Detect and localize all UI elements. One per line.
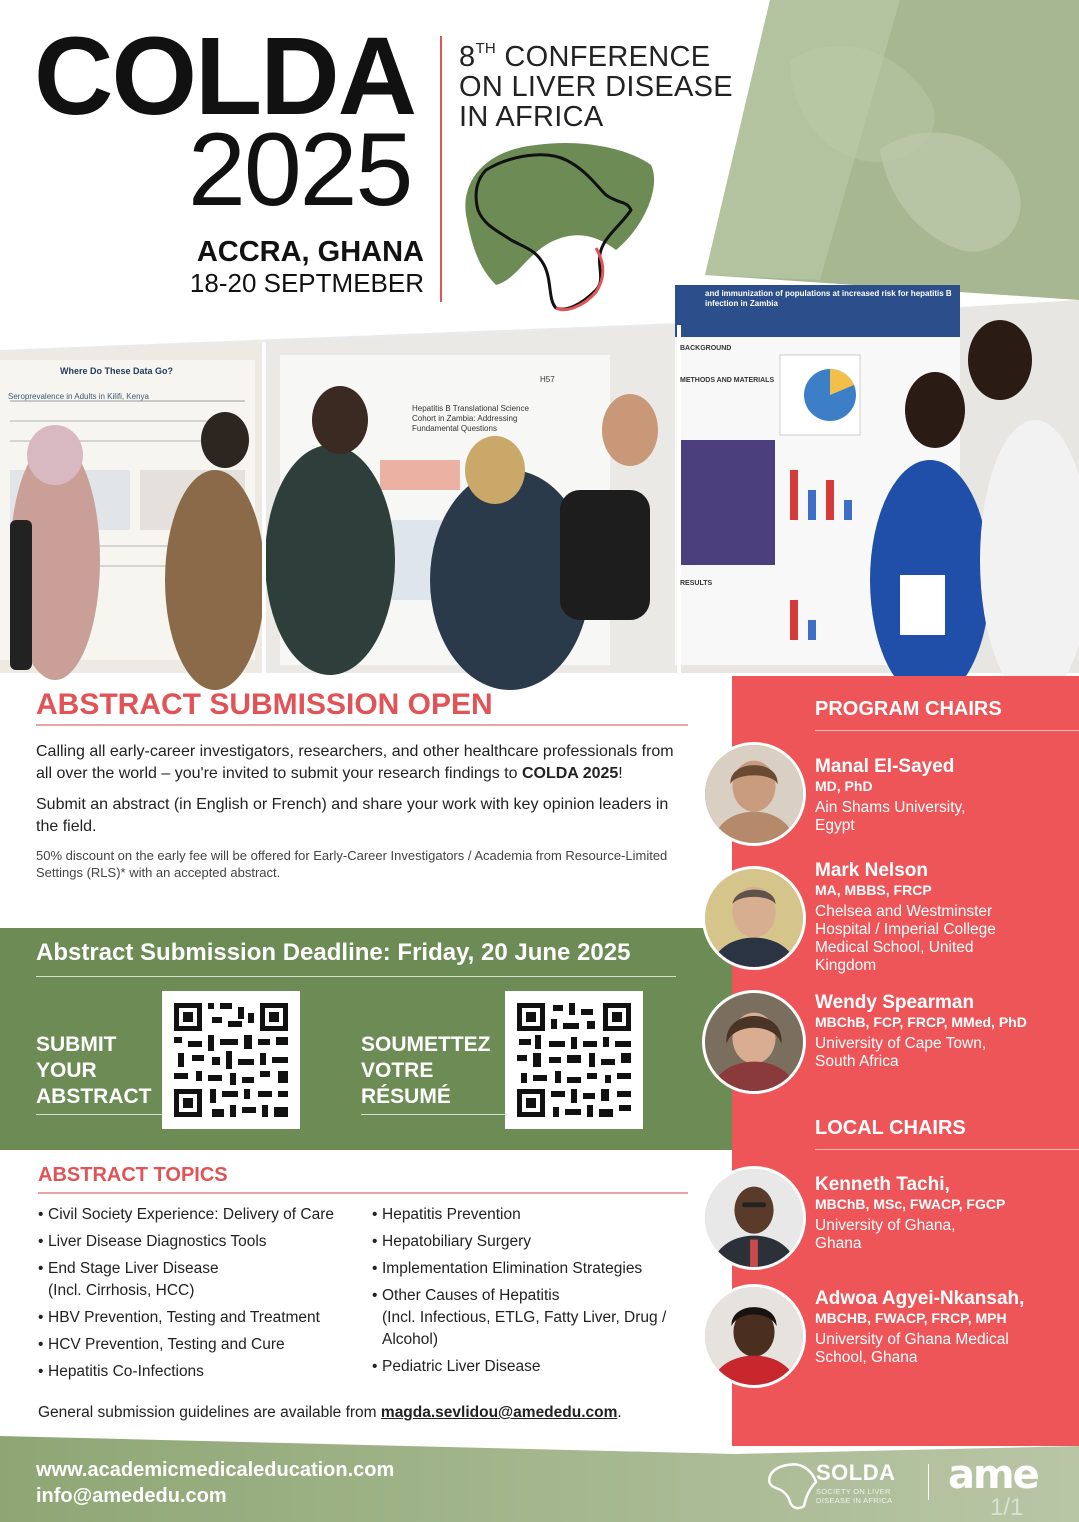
conference-ordinal: 8 (459, 41, 476, 73)
guidelines-text: General submission guidelines are available from (38, 1404, 381, 1421)
topics-title-rule (38, 1192, 688, 1194)
topic-label: End Stage Liver Disease (48, 1260, 219, 1277)
chair-name: Adwoa Agyei-Nkansah, (815, 1288, 1025, 1309)
colda-logo-word: COLDA (34, 15, 416, 138)
submit-en-rule (36, 1114, 162, 1115)
chair-affiliation: University of Ghana Medical School, Ghana (815, 1331, 1009, 1366)
conference-line3: IN AFRICA (459, 101, 604, 133)
poster3-background: BACKGROUND (680, 345, 732, 352)
chair-name: Kenneth Tachi, (815, 1174, 950, 1195)
topic-label: Implementation Elimination Strategies (382, 1260, 643, 1277)
ame-logo: ame (948, 1452, 1038, 1498)
chair-kenneth-tachi (815, 1174, 1077, 1253)
topic-label: HBV Prevention, Testing and Treatment (48, 1309, 320, 1326)
poster2-title: Hepatitis B Translational Science Cohort in Zambia: Addressing Fundamental Questions (412, 404, 529, 433)
solda-logo-subtext: SOCIETY ON LIVER DISEASE IN AFRICA (816, 1487, 893, 1505)
chair-mark-nelson (815, 860, 1077, 975)
chair-wendy-spearman (815, 992, 1077, 1071)
submit-fr-line1: SOUMETTEZ (361, 1033, 491, 1056)
topic-label: Civil Society Experience: Delivery of Care (48, 1206, 334, 1223)
poster-photo-2 (265, 325, 680, 690)
solda-logo-text: SOLDA (816, 1460, 896, 1485)
deadline-rule (36, 976, 676, 977)
topic-sub: (Incl. Infectious, ETLG, Fatty Liver, Drug / Alcohol) (382, 1309, 667, 1348)
poster1-subtitle: Seroprevalence in Adults in Kilifi, Kenya (8, 392, 149, 401)
chair-credentials: MBCHB, FWACP, FRCP, MPH (815, 1310, 1007, 1326)
topic-label: Pediatric Liver Disease (382, 1358, 541, 1375)
chair-adwoa-agyei-nkansah (815, 1288, 1077, 1367)
chair-affiliation: Ain Shams University, Egypt (815, 799, 966, 834)
local-chairs-heading: LOCAL CHAIRS (815, 1117, 966, 1139)
poster3-title: and immunization of populations at increased risk for hepatitis B infection in Zambia (705, 289, 952, 308)
deadline-text: Abstract Submission Deadline: Friday, 20 June 2025 (36, 939, 631, 966)
topic-item (372, 1285, 692, 1351)
chair-name: Mark Nelson (815, 860, 928, 881)
qr-code-english[interactable] (162, 991, 300, 1129)
guidelines-email-link[interactable]: magda.sevlidou@amededu.com (380, 1404, 618, 1421)
colda-logo-year: 2025 (188, 112, 412, 228)
submit-en-line1: SUBMIT (36, 1033, 117, 1056)
conference-line2: ON LIVER DISEASE (459, 71, 733, 103)
abstract-intro (36, 741, 676, 890)
poster3-results: RESULTS (680, 580, 713, 587)
submit-abstract-fr (361, 1032, 491, 1110)
portrait-wendy (705, 993, 803, 1091)
poster-photo-3 (675, 285, 1079, 700)
topic-item (38, 1258, 368, 1302)
event-city: ACCRA, GHANA (196, 236, 424, 268)
topics-title: ABSTRACT TOPICS (38, 1164, 228, 1186)
chair-name: Wendy Spearman (815, 992, 975, 1013)
chair-credentials: MA, MBBS, FRCP (815, 882, 932, 898)
portrait-manal (705, 745, 803, 843)
topic-item (372, 1204, 692, 1226)
program-chairs-rule (815, 730, 1079, 731)
event-dates: 18-20 SEPTMEBER (189, 268, 424, 298)
abstract-title: ABSTRACT SUBMISSION OPEN (36, 688, 493, 721)
chair-affiliation: University of Ghana, Ghana (815, 1217, 956, 1252)
avatar (702, 742, 806, 846)
topic-item (38, 1231, 368, 1253)
chair-affiliation: Chelsea and Westminster Hospital / Imperial College Medical School, United Kingdom (815, 903, 996, 974)
topics-list-left (38, 1204, 368, 1388)
topic-item (372, 1258, 692, 1280)
chair-manal-el-sayed (815, 756, 1077, 835)
discount-text: 50% discount on the early fee will be offered for Early-Career Investigators / Academia from Resource-Limited Settings (RLS)* with an accepted abstract. (36, 848, 668, 880)
portrait-kenneth (705, 1169, 803, 1267)
portrait-adwoa (705, 1287, 803, 1385)
intro-bold: COLDA 2025 (521, 765, 619, 782)
conference-photo-strip (0, 0, 1079, 700)
submit-fr-line2: VOTRE (361, 1059, 434, 1082)
topics-list-right (372, 1204, 692, 1383)
email-link[interactable]: info@amededu.com (36, 1485, 227, 1507)
qr-code-french[interactable] (505, 991, 643, 1129)
submit-fr-rule (361, 1114, 505, 1115)
intro-text: Calling all early-career investigators, researchers, and other healthcare professionals from all over the world – you're invited to submit your research findings to (36, 743, 674, 782)
abstract-title-rule (36, 724, 688, 726)
avatar (702, 1166, 806, 1270)
website-link[interactable]: www.academicmedicaleducation.com (36, 1459, 395, 1481)
page-number: 1/1 (990, 1494, 1024, 1521)
submit-abstract-en (36, 1032, 152, 1110)
topic-label: HCV Prevention, Testing and Cure (48, 1336, 285, 1353)
topic-label: Liver Disease Diagnostics Tools (48, 1233, 267, 1250)
intro-end: ! (618, 765, 623, 782)
poster3-methods: METHODS AND MATERIALS (680, 377, 775, 384)
topic-sub: (Incl. Cirrhosis, HCC) (48, 1282, 195, 1299)
topic-label: Hepatitis Prevention (382, 1206, 521, 1223)
topic-label: Hepatitis Co-Infections (48, 1363, 204, 1380)
avatar (702, 1284, 806, 1388)
poster2-number: H57 (540, 375, 555, 384)
submit-fr-line3: RÉSUMÉ (361, 1085, 451, 1108)
chair-credentials: MD, PhD (815, 778, 873, 794)
submit-en-line2: YOUR (36, 1059, 97, 1082)
avatar (702, 866, 806, 970)
chair-name: Manal El-Sayed (815, 756, 955, 777)
conference-ordinal-suffix: TH (475, 40, 497, 57)
poster1-title: Where Do These Data Go? (60, 366, 174, 376)
chair-credentials: MBChB, MSc, FWACP, FGCP (815, 1196, 1006, 1212)
topic-item (38, 1204, 368, 1226)
chair-affiliation: University of Cape Town, South Africa (815, 1035, 987, 1070)
topic-item (372, 1356, 692, 1378)
chair-credentials: MBChB, FCP, FRCP, MMed, PhD (815, 1014, 1027, 1030)
topic-item (38, 1361, 368, 1383)
topic-label: Other Causes of Hepatitis (382, 1287, 560, 1304)
footer-divider (928, 1464, 929, 1500)
guidelines-end: . (617, 1404, 622, 1421)
submit-text: Submit an abstract (in English or French) and share your work with key opinion leaders in the field. (36, 796, 669, 835)
guidelines-line (38, 1404, 622, 1422)
avatar (702, 990, 806, 1094)
topic-item (38, 1334, 368, 1356)
submit-en-line3: ABSTRACT (36, 1085, 152, 1108)
topic-item (372, 1231, 692, 1253)
topic-label: Hepatobiliary Surgery (382, 1233, 532, 1250)
topic-item (38, 1307, 368, 1329)
portrait-mark (705, 869, 803, 967)
program-chairs-heading: PROGRAM CHAIRS (815, 698, 1002, 720)
conference-line1: CONFERENCE (504, 41, 711, 73)
local-chairs-rule (815, 1149, 1079, 1150)
